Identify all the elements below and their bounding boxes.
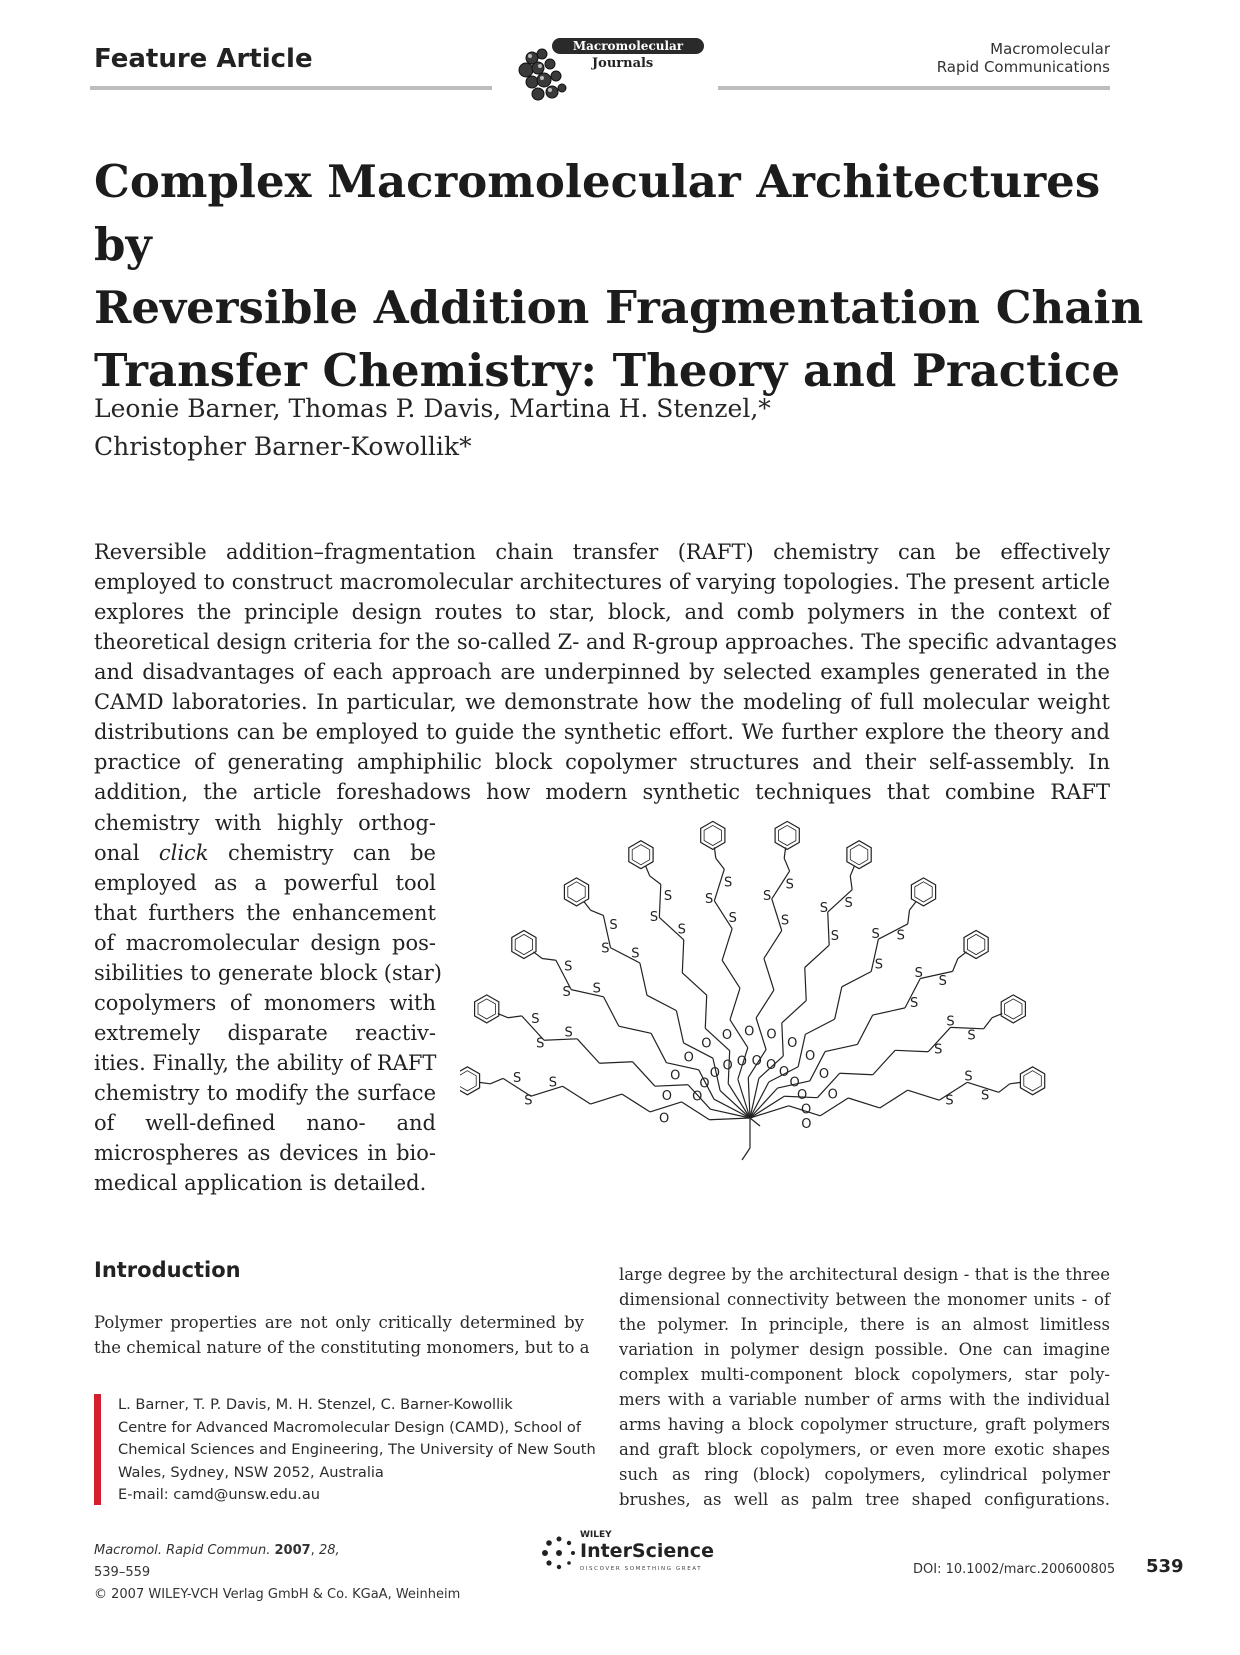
bond: [880, 1090, 908, 1108]
abstract: [94, 537, 1117, 807]
sulfur-atom-label: S: [531, 1011, 540, 1027]
bond: [659, 884, 660, 917]
abstract-line: CAMD laboratories. In particular, we demonstrate how the modeling of full molecular weight: [94, 690, 1110, 714]
affiliation-line: Chemical Sciences and Engineering, The University of New South: [118, 1441, 596, 1458]
intro-line: complex multi-component block copolymers, star poly-: [619, 1365, 1110, 1384]
oxygen-atom-label: O: [778, 1065, 790, 1081]
bond: [705, 995, 706, 1028]
bond: [508, 1016, 522, 1018]
bond: [984, 1018, 992, 1029]
bond: [604, 997, 619, 1026]
sulfur-atom-label: S: [513, 1070, 522, 1086]
page-number: 539: [1146, 1556, 1184, 1577]
abstract-line: employed as a powerful tool: [94, 871, 436, 895]
citation-journal: Macromol. Rapid Commun.: [94, 1543, 271, 1558]
sulfur-atom-label: S: [536, 1036, 545, 1052]
benzene-ring-inner: [1005, 999, 1022, 1019]
bond: [563, 1086, 591, 1104]
intro-line: the chemical nature of the constituting monomers, but to a: [94, 1338, 590, 1357]
sulfur-atom-label: S: [871, 927, 880, 943]
bond: [640, 963, 647, 995]
bond: [909, 901, 916, 910]
oxygen-atom-label: O: [789, 1075, 800, 1091]
bond: [647, 995, 676, 1010]
bond: [722, 960, 740, 988]
oxygen-atom-label: O: [659, 1111, 670, 1127]
intro-line: such as ring (block) copolymers, cylindrical polymer: [619, 1465, 1110, 1484]
interscience-label: InterScience: [580, 1540, 714, 1562]
sulfur-atom-label: S: [910, 995, 919, 1011]
oxygen-atom-label: O: [722, 1058, 733, 1074]
oxygen-atom-label: O: [827, 1087, 838, 1103]
abstract-line: explores the principle design routes to star, block, and comb polymers in the context of: [94, 600, 1110, 624]
abstract-line: chemistry with highly orthog-: [94, 811, 436, 835]
journal-name: [937, 40, 1110, 76]
copyright: © 2007 WILEY-VCH Verlag GmbH & Co. KGaA, Weinheim: [94, 1587, 461, 1602]
sulfur-atom-label: S: [663, 889, 673, 905]
intro-line: Polymer properties are not only critically determined by: [94, 1313, 584, 1332]
logo-banner: Macromolecular: [552, 38, 704, 54]
oxygen-atom-label: O: [701, 1036, 712, 1052]
affiliation-block: [118, 1394, 596, 1507]
sulfur-atom-label: S: [592, 981, 601, 997]
text-fragment: chemistry can be: [208, 841, 436, 865]
bond: [490, 1078, 503, 1083]
sulfur-atom-label: S: [631, 946, 640, 962]
sulfur-atom-label: S: [938, 973, 947, 989]
abstract-line: of well-defined nano- and: [94, 1111, 436, 1135]
interscience-swirl-icon: [540, 1534, 578, 1572]
sulfur-atom-label: S: [785, 877, 794, 893]
bond: [920, 971, 952, 978]
affiliation-email: E-mail: camd@unsw.edu.au: [118, 1486, 321, 1503]
bond: [591, 910, 604, 915]
bond: [750, 1118, 760, 1126]
bond: [655, 1085, 688, 1086]
bond: [842, 972, 871, 987]
bond: [805, 945, 829, 967]
sulfur-atom-label: S: [524, 1093, 533, 1109]
benzene-ring-inner: [632, 845, 650, 865]
bond: [895, 1050, 928, 1051]
sulfur-atom-label: S: [914, 965, 923, 981]
journal-name-line-2: Rapid Communications: [936, 58, 1110, 76]
sulfur-atom-label: S: [762, 888, 772, 904]
oxygen-atom-label: O: [692, 1089, 703, 1105]
abstract-line-click: [94, 838, 436, 868]
bond: [709, 1118, 750, 1120]
bond: [873, 1008, 905, 1015]
intro-left-column: [94, 1310, 590, 1360]
oxygen-atom-label: O: [736, 1054, 748, 1070]
molecule-logo-icon: [516, 46, 574, 102]
bond: [714, 869, 724, 901]
oxygen-atom-label: O: [818, 1066, 830, 1082]
abstract-line: that furthers the enhancement: [94, 901, 436, 925]
text-fragment: onal: [94, 841, 159, 865]
bond: [479, 1082, 490, 1083]
abstract-line: distributions can be employed to guide the synthetic effort. We further explore the theory and: [94, 720, 1110, 744]
sulfur-atom-label: S: [723, 875, 733, 891]
bond: [764, 931, 782, 959]
bond: [531, 1086, 563, 1096]
bond: [805, 968, 806, 1001]
abstract-line: employed to construct macromolecular architectures of varying topologies. The present article: [94, 570, 1110, 594]
logo-subtitle: Journals: [592, 56, 654, 71]
sulfur-atom-label: S: [548, 1075, 558, 1091]
wiley-label: WILEY: [580, 1530, 612, 1540]
oxygen-atom-label: O: [661, 1089, 672, 1105]
sulfur-atom-label: S: [934, 1042, 943, 1058]
bond: [577, 1039, 599, 1063]
sulfur-atom-label: S: [844, 895, 853, 911]
abstract-line: of macromolecular design pos-: [94, 931, 436, 955]
oxygen-atom-label: O: [787, 1035, 798, 1051]
bond: [953, 959, 958, 972]
abstract-line: addition, the article foreshadows how modern synthetic techniques that combine RAFT: [94, 780, 1110, 804]
oxygen-atom-label: O: [699, 1076, 710, 1092]
emphasis-click: click: [158, 841, 209, 865]
bond: [782, 1001, 806, 1023]
sulfur-atom-label: S: [945, 1093, 954, 1109]
bond: [730, 988, 740, 1020]
bond: [716, 858, 725, 869]
citation-volume: 28,: [318, 1543, 340, 1558]
intro-line: brushes, as well as palm tree shaped configurations.: [619, 1490, 1110, 1509]
intro-line: arms having a block copolymer structure, graft polymers: [619, 1415, 1110, 1434]
bond: [710, 1109, 750, 1118]
bond: [908, 910, 910, 924]
bond: [676, 1011, 683, 1043]
intro-line: mers with a variable number of arms with the individual: [619, 1390, 1110, 1409]
bond: [784, 858, 789, 871]
oxygen-atom-label: O: [801, 1117, 812, 1133]
affiliation-accent-bar: [94, 1394, 101, 1505]
benzene-ring-inner: [515, 934, 532, 954]
affiliation-line: Wales, Sydney, NSW 2052, Australia: [118, 1463, 384, 1481]
citation-year: 2007: [274, 1543, 311, 1558]
bond: [840, 1073, 873, 1074]
oxygen-atom-label: O: [683, 1050, 694, 1066]
bond: [542, 959, 556, 961]
benzene-ring-inner: [460, 1071, 476, 1091]
sulfur-atom-label: S: [601, 941, 610, 957]
intro-right-column: [619, 1262, 1110, 1512]
citation-line: Macromol. Rapid Commun. 2007, 28, 539–559: [94, 1540, 460, 1584]
benzene-ring-inner: [850, 845, 868, 865]
bond: [848, 1098, 880, 1108]
author-line: Christopher Barner-Kowollik*: [94, 432, 472, 461]
oxygen-atom-label: O: [751, 1054, 762, 1070]
sulfur-atom-label: S: [649, 909, 659, 925]
bond: [622, 1094, 650, 1112]
bond: [650, 876, 661, 884]
bond: [584, 901, 591, 910]
bond: [908, 1090, 940, 1100]
oxygen-atom-label: O: [709, 1065, 721, 1081]
title-line: Complex Macromolecular Architectures by: [94, 155, 1101, 271]
bond: [782, 1023, 783, 1056]
bond: [805, 1019, 834, 1034]
bond: [722, 929, 732, 961]
abstract-line: copolymers of monomers with: [94, 991, 436, 1015]
sulfur-atom-label: S: [609, 917, 618, 933]
bond: [682, 1102, 710, 1120]
bond: [600, 1062, 633, 1063]
bond: [850, 866, 854, 876]
oxygen-atom-label: O: [801, 1102, 812, 1118]
oxygen-atom-label: O: [670, 1068, 681, 1084]
benzene-ring-inner: [704, 825, 721, 845]
sulfur-atom-label: S: [874, 957, 884, 973]
bond: [873, 1050, 895, 1074]
sulfur-atom-label: S: [677, 922, 686, 938]
bond: [1010, 1082, 1021, 1083]
sulfur-atom-label: S: [896, 928, 905, 944]
author-line: Leonie Barner, Thomas P. Davis, Martina H. Stenzel,*: [94, 394, 771, 423]
benzene-ring-inner: [1024, 1071, 1042, 1091]
affiliation-line: Centre for Advanced Macromolecular Design (CAMD), School of: [118, 1418, 581, 1436]
intro-line: the polymer. In principle, there is an almost limitless: [619, 1315, 1110, 1334]
oxygen-atom-label: O: [721, 1027, 733, 1043]
intro-line: variation in polymer design possible. One can imagine: [619, 1340, 1110, 1359]
interscience-logo: [540, 1528, 720, 1582]
citation-pages: 539–559: [94, 1565, 151, 1580]
sulfur-atom-label: S: [830, 929, 839, 945]
author-list: [94, 390, 994, 466]
abstract-line: and disadvantages of each approach are underpinned by selected examples generated in the: [94, 660, 1110, 684]
bond: [764, 958, 774, 990]
sulfur-atom-label: S: [946, 1014, 955, 1030]
bond: [756, 990, 774, 1018]
title-line: Reversible Addition Fragmentation Chain: [94, 281, 1144, 334]
intro-line: large degree by the architectural design - that is the three: [619, 1265, 1110, 1284]
bond: [682, 973, 706, 995]
bond: [857, 1015, 872, 1044]
sulfur-atom-label: S: [981, 1088, 990, 1104]
bond: [590, 1094, 622, 1104]
bond: [828, 912, 829, 945]
bond: [651, 1033, 666, 1062]
section-label: Feature Article: [94, 44, 313, 74]
sulfur-atom-label: S: [564, 959, 573, 975]
bond: [999, 1084, 1010, 1093]
section-heading-introduction: Introduction: [94, 1258, 241, 1282]
footer-citation: [94, 1540, 460, 1606]
sulfur-atom-label: S: [780, 913, 790, 929]
benzene-ring-inner: [779, 825, 796, 845]
intro-line: and graft block copolymers, or even more exotic shapes: [619, 1440, 1110, 1459]
abstract-line: chemistry to modify the surface: [94, 1081, 436, 1105]
bond: [850, 876, 852, 890]
oxygen-atom-label: O: [766, 1027, 777, 1043]
sulfur-atom-label: S: [564, 1025, 573, 1041]
title-line: Transfer Chemistry: Theory and Practice: [94, 344, 1121, 397]
intro-line: dimensional connectivity between the monomer units - of: [619, 1290, 1110, 1309]
abstract-line: practice of generating amphiphilic block copolymer structures and their self-assembly. In: [94, 750, 1110, 774]
bond: [633, 1062, 655, 1086]
oxygen-atom-label: O: [805, 1049, 816, 1065]
oxygen-atom-label: O: [765, 1057, 777, 1073]
abstract-line: ities. Finally, the ability of RAFT: [94, 1051, 437, 1075]
bond: [682, 940, 683, 973]
bond: [756, 1018, 766, 1050]
bond: [646, 866, 650, 876]
benzene-ring-inner: [915, 882, 932, 902]
abstract-column: [94, 808, 442, 1198]
sulfur-atom-label: S: [819, 900, 829, 916]
abstract-line: Reversible addition–fragmentation chain transfer (RAFT) chemistry can be effectively: [94, 540, 1110, 564]
benzene-ring: [460, 1067, 480, 1095]
bond: [825, 1044, 857, 1051]
bond: [835, 987, 842, 1019]
benzene-ring-inner: [568, 882, 585, 902]
sulfur-atom-label: S: [964, 1069, 973, 1085]
doi: DOI: 10.1002/marc.200600805: [913, 1562, 1116, 1577]
benzene-ring-inner: [478, 999, 495, 1019]
abstract-line: extremely disparate reactiv-: [94, 1021, 436, 1045]
journal-logo: [512, 34, 712, 106]
oxygen-atom-label: O: [797, 1088, 808, 1104]
abstract-line: sibilities to generate block (star): [94, 961, 442, 985]
journal-name-line-1: Macromolecular: [990, 40, 1110, 58]
abstract-line: theoretical design criteria for the so-called Z- and R-group approaches. The specific advantages: [94, 630, 1117, 654]
abstract-line: medical application is detailed.: [94, 1171, 427, 1195]
header-rule-left: [90, 86, 492, 90]
header-rule-right: [718, 86, 1110, 90]
article-title: [94, 150, 1154, 402]
benzene-ring-inner: [967, 934, 984, 954]
bond: [750, 1078, 759, 1118]
affiliation-line: L. Barner, T. P. Davis, M. H. Stenzel, C. Barner-Kowollik: [118, 1396, 513, 1413]
star-polymer-structure-figure: [460, 808, 1120, 1188]
sulfur-atom-label: S: [728, 911, 737, 927]
bond: [742, 1148, 750, 1160]
abstract-line: microspheres as devices in bio-: [94, 1141, 436, 1165]
sulfur-atom-label: S: [562, 984, 571, 1000]
oxygen-atom-label: O: [744, 1024, 755, 1040]
interscience-tagline: DISCOVER SOMETHING GREAT: [580, 1566, 703, 1572]
sulfur-atom-label: S: [967, 1028, 976, 1044]
bond: [619, 1026, 651, 1033]
sulfur-atom-label: S: [704, 891, 714, 907]
